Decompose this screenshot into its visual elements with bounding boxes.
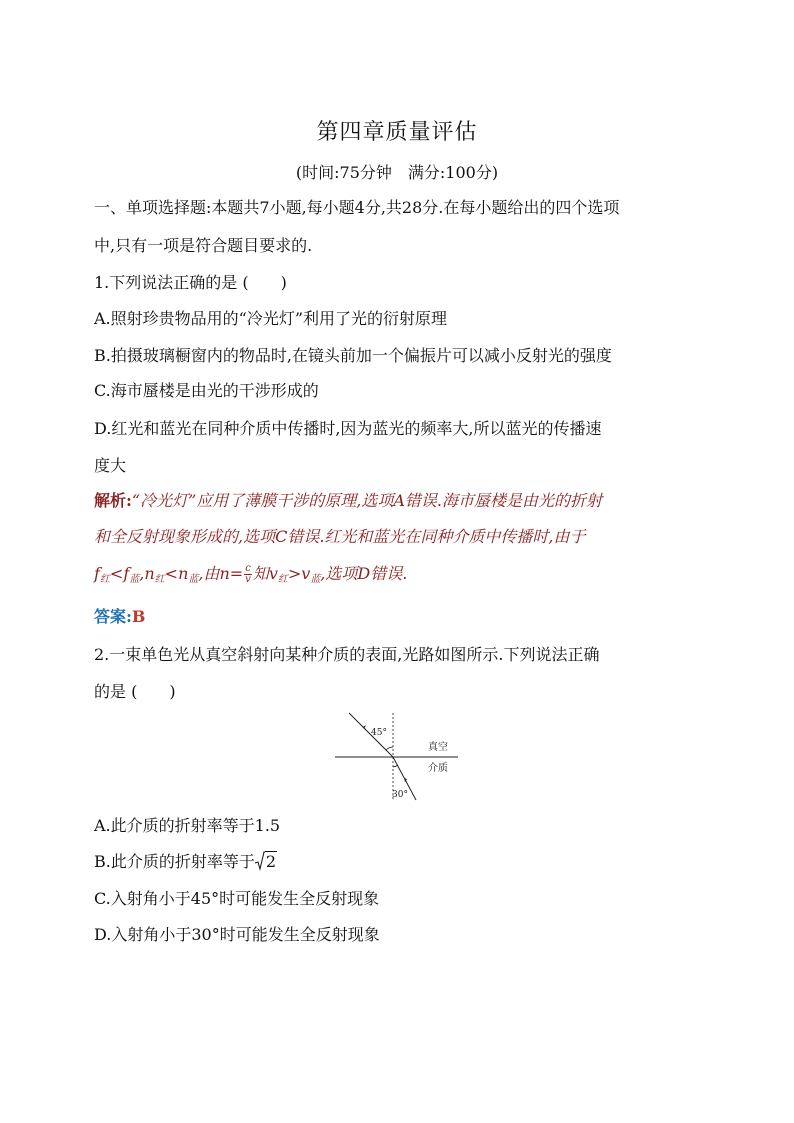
- fraction-denominator: v: [245, 574, 251, 585]
- formula-n: n: [144, 564, 155, 583]
- subscript-red: 红: [277, 574, 288, 585]
- q2-option-b: [94, 851, 704, 873]
- q2-option-a: A.此介质的折射率等于1.5: [94, 816, 281, 835]
- subscript-blue: 蓝: [188, 574, 199, 585]
- vacuum-label: 真空: [428, 742, 448, 753]
- section-intro-line2: 中,只有一项是符合题目要求的.: [94, 236, 313, 255]
- q1-option-d-line2: 度大: [94, 456, 127, 475]
- q1-explanation-line1: [94, 490, 704, 512]
- formula-f: f: [123, 564, 130, 583]
- formula-v: v: [301, 564, 311, 583]
- less-than: <: [164, 564, 179, 583]
- q1-option-b: B.拍摄玻璃橱窗内的物品时,在镜头前加一个偏振片可以减小反射光的强度: [94, 346, 612, 365]
- comma: ,: [139, 564, 145, 583]
- greater-than: >: [287, 564, 302, 583]
- formula-n: n: [219, 564, 230, 583]
- q2-stem-line1: 2.一束单色光从真空斜射向某种介质的表面,光路如图所示.下列说法正确: [94, 645, 600, 664]
- subscript-blue: 蓝: [310, 574, 321, 585]
- angle-arc-top: [386, 747, 393, 750]
- less-than: <: [109, 564, 124, 583]
- formula-f: f: [94, 564, 100, 583]
- q1-stem: 1.下列说法正确的是 ( ): [94, 273, 287, 292]
- q2-option-c: C.入射角小于45°时可能发生全反射现象: [94, 889, 380, 908]
- refraction-diagram: [330, 708, 460, 803]
- formula-n: n: [178, 564, 189, 583]
- text-you: ,由: [198, 564, 220, 583]
- fraction-numerator: c: [245, 563, 251, 574]
- formula-v: v: [268, 564, 278, 583]
- q1-answer: [94, 606, 704, 628]
- answer-label: 答案:: [94, 607, 132, 626]
- q1-explanation-line3: [94, 563, 704, 591]
- q2-stem-line2: 的是 ( ): [94, 682, 176, 701]
- equals: =: [229, 564, 244, 583]
- text-tail: ,选项D错误.: [320, 564, 408, 583]
- sqrt-radicand: 2: [265, 852, 277, 871]
- explanation-label: 解析:: [94, 491, 132, 510]
- angle-30-label: 30°: [392, 790, 408, 800]
- subscript-red: 红: [154, 574, 165, 585]
- section-intro-line1: 一、单项选择题:本题共7小题,每小题4分,共28分.在每小题给出的四个选项: [94, 198, 620, 217]
- q1-explanation-line2: 和全反射现象形成的,选项C错误.红光和蓝光在同种介质中传播时,由于: [94, 527, 586, 546]
- page-title: 第四章质量评估: [316, 120, 478, 145]
- option-b-text: B.此介质的折射率等于: [94, 852, 255, 871]
- q2-option-d: D.入射角小于30°时可能发生全反射现象: [94, 925, 380, 944]
- q1-option-a: A.照射珍贵物品用的“冷光灯”利用了光的衍射原理: [94, 309, 448, 328]
- sqrt-sign-icon: [255, 851, 265, 871]
- text-zhi: 知: [252, 564, 269, 583]
- sqrt-expression: [255, 851, 277, 873]
- q1-option-c: C.海市蜃楼是由光的干涉形成的: [94, 381, 319, 400]
- angle-45-label: 45°: [371, 728, 387, 738]
- page-subtitle: (时间:75分钟 满分:100分): [295, 163, 499, 182]
- fraction-c-over-v: [244, 564, 252, 585]
- subscript-blue: 蓝: [129, 574, 140, 585]
- answer-value: B: [131, 607, 146, 626]
- subscript-red: 红: [99, 574, 110, 585]
- explanation-text-1: “冷光灯”应用了薄膜干涉的原理,选项A错误.海市蜃楼是由光的折射: [131, 491, 603, 510]
- q1-option-d-line1: D.红光和蓝光在同种介质中传播时,因为蓝光的频率大,所以蓝光的传播速: [94, 419, 602, 438]
- medium-label: 介质: [428, 763, 448, 774]
